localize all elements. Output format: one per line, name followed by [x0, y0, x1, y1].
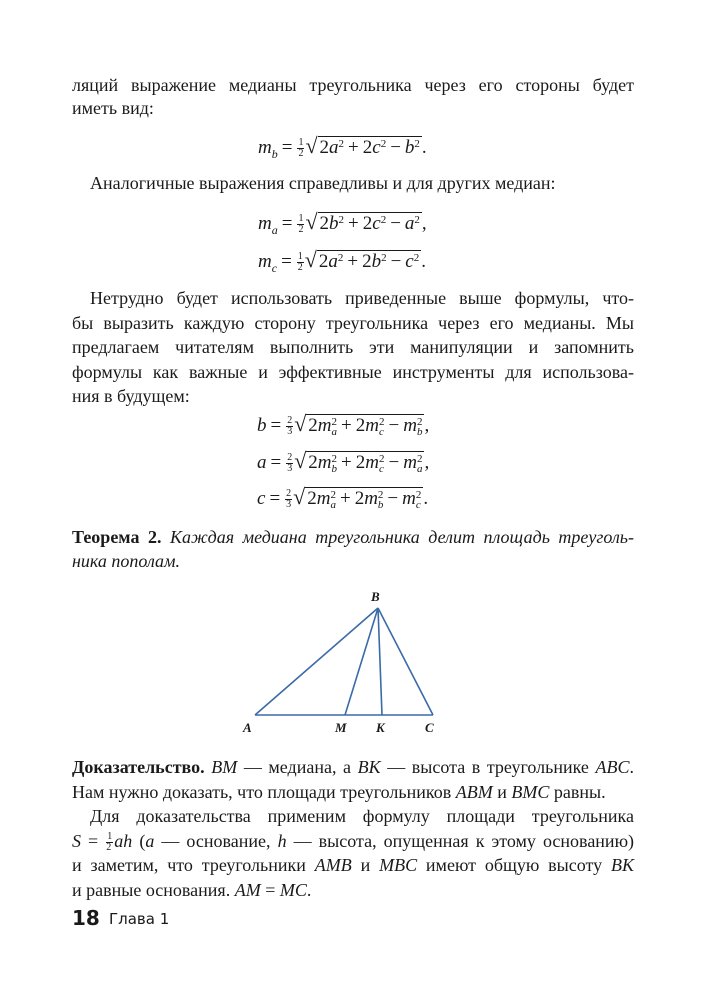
numerator: 2: [287, 452, 293, 464]
text-run: Доказательство.: [72, 757, 205, 777]
text-run: .: [629, 757, 634, 777]
superscript: 2: [338, 213, 345, 226]
text-run: =: [81, 831, 106, 851]
text-run: a: [145, 831, 155, 851]
superscript: 2: [416, 415, 423, 428]
text-run: Каждая медиана треугольника делит площадь треуголь-: [161, 527, 634, 547]
equals-sign: =: [281, 251, 292, 272]
equals-sign: =: [270, 452, 282, 473]
numerator: 1: [298, 213, 304, 225]
superscript: 2: [416, 452, 423, 465]
text-run: иметь вид:: [72, 98, 154, 118]
punctuation: ,: [421, 213, 427, 234]
denominator: 2: [298, 148, 304, 160]
text-run: ляций выражение медианы треугольника через его стороны будет: [72, 75, 634, 95]
text-run: бы выразить каждую сторону треугольника через его медианы. Мы: [72, 313, 634, 333]
operator: +: [347, 251, 359, 272]
numerator: 1: [107, 831, 113, 843]
operator: −: [390, 213, 401, 234]
operator: −: [388, 415, 400, 436]
superscript: 2: [378, 452, 385, 465]
coefficient: 2: [355, 452, 366, 473]
variable: c: [405, 251, 414, 272]
altitude-bk: [378, 608, 382, 715]
page-number: 18: [72, 906, 100, 930]
variable: a: [328, 251, 338, 272]
formula-lhs: b: [257, 415, 267, 436]
punctuation: ,: [424, 452, 430, 473]
text-run: ния в будущем:: [72, 386, 190, 406]
text-run: .: [306, 880, 312, 900]
equals-sign: =: [269, 488, 281, 509]
variable: b: [404, 137, 415, 158]
text-run: AMB: [314, 855, 352, 875]
variable: m: [317, 452, 332, 473]
coefficient: 2: [318, 251, 329, 272]
superscript: 2: [380, 213, 387, 226]
superscript: 2: [378, 415, 385, 428]
side-bc: [378, 608, 433, 715]
operator: −: [387, 488, 399, 509]
label-b: B: [371, 589, 380, 604]
sqrt-sign: √: [294, 448, 307, 473]
coefficient: 2: [319, 137, 330, 158]
subscript: a: [331, 425, 338, 438]
subscript: c: [271, 260, 278, 275]
coefficient: 2: [308, 452, 318, 473]
text-run: Нам нужно доказать, что площади треугольников: [72, 782, 456, 802]
sqrt-sign: √: [294, 411, 307, 436]
formula-lhs: c: [257, 488, 266, 509]
variable: m: [403, 452, 417, 473]
operator: +: [348, 137, 359, 158]
text-run: AM: [234, 880, 261, 900]
variable: m: [403, 415, 417, 436]
label-c: C: [425, 720, 434, 735]
subscript: a: [271, 222, 278, 237]
text-run: S: [72, 831, 81, 851]
denominator: 3: [286, 499, 292, 511]
superscript: 2: [413, 251, 420, 264]
text-run: BK: [357, 757, 381, 777]
text-run: — высота, опущенная к этому основанию): [286, 831, 635, 851]
operator: −: [390, 251, 402, 272]
superscript: 2: [415, 488, 422, 501]
variable: m: [365, 452, 379, 473]
text-run: BMC: [511, 782, 550, 802]
text-run: ah: [114, 831, 133, 851]
text-run: =: [260, 880, 280, 900]
label-a: A: [243, 720, 252, 735]
subscript: a: [416, 462, 423, 475]
sqrt-sign: √: [304, 247, 317, 272]
formula-lhs: a: [257, 452, 267, 473]
denominator: 2: [298, 224, 304, 236]
subscript: c: [378, 462, 384, 475]
formula-lhs: m: [258, 213, 272, 234]
numerator: 2: [286, 488, 292, 500]
text-run: и: [351, 855, 380, 875]
text-run: (: [132, 831, 146, 851]
text-run: имеют общую высоту: [417, 855, 612, 875]
text-run: и равные основания.: [72, 880, 235, 900]
text-run: равны.: [549, 782, 606, 802]
text-run: MBC: [379, 855, 418, 875]
operator: +: [341, 415, 352, 436]
variable: m: [316, 488, 331, 509]
subscript: b: [377, 498, 384, 511]
subscript: b: [271, 146, 278, 161]
coefficient: 2: [354, 488, 365, 509]
text-run: формулы как важные и эффективные инструменты для использова-: [72, 362, 634, 382]
punctuation: .: [423, 488, 429, 509]
formula-lhs: m: [258, 137, 272, 158]
text-run: Аналогичные выражения справедливы и для других медиан:: [90, 173, 556, 193]
subscript: c: [378, 425, 384, 438]
label-k: K: [376, 720, 385, 735]
sqrt-sign: √: [293, 484, 306, 509]
operator: +: [348, 213, 359, 234]
variable: m: [402, 488, 416, 509]
text-run: и: [492, 782, 512, 802]
variable: a: [404, 213, 415, 234]
operator: −: [388, 452, 400, 473]
operator: +: [341, 452, 352, 473]
punctuation: .: [421, 137, 427, 158]
median-bm: [345, 608, 378, 715]
equals-sign: =: [281, 137, 293, 158]
text-run: BK: [611, 855, 635, 875]
coefficient: 2: [307, 488, 317, 509]
numerator: 1: [297, 251, 303, 263]
subscript: b: [331, 462, 338, 475]
variable: b: [329, 213, 339, 234]
label-m: M: [335, 720, 347, 735]
text-run: Теорема 2.: [72, 527, 162, 547]
variable: m: [364, 488, 378, 509]
subscript: a: [330, 498, 336, 511]
coefficient: 2: [362, 137, 373, 158]
subscript: c: [415, 498, 421, 511]
text-run: Для доказательства применим формулу площади треугольника: [90, 806, 634, 826]
punctuation: ,: [424, 415, 430, 436]
variable: m: [365, 415, 379, 436]
coefficient: 2: [319, 213, 330, 234]
coefficient: 2: [308, 415, 318, 436]
text-run: — медиана, а: [237, 757, 358, 777]
text-run: BM: [211, 757, 238, 777]
text-run: — основание,: [154, 831, 278, 851]
punctuation: .: [421, 251, 426, 272]
variable: c: [372, 137, 381, 158]
formula-lhs: m: [258, 251, 272, 272]
text-run: ника пополам.: [72, 551, 181, 571]
numerator: 1: [298, 137, 304, 149]
numerator: 2: [287, 415, 293, 427]
text-run: ABC: [595, 757, 630, 777]
operator: +: [339, 488, 351, 509]
variable: m: [317, 415, 332, 436]
superscript: 2: [414, 137, 420, 150]
superscript: 2: [331, 415, 338, 428]
superscript: 2: [338, 137, 345, 150]
coefficient: 2: [362, 251, 372, 272]
side-ab: [255, 608, 378, 715]
superscript: 2: [377, 488, 384, 501]
equals-sign: =: [281, 213, 293, 234]
text-run: h: [277, 831, 287, 851]
sqrt-sign: √: [305, 133, 318, 158]
superscript: 2: [330, 488, 336, 501]
superscript: 2: [380, 137, 387, 150]
superscript: 2: [414, 213, 420, 226]
equals-sign: =: [270, 415, 282, 436]
variable: b: [371, 251, 382, 272]
superscript: 2: [337, 251, 344, 264]
denominator: 2: [106, 842, 112, 854]
coefficient: 2: [362, 213, 373, 234]
text-run: ABM: [455, 782, 493, 802]
superscript: 2: [381, 251, 387, 264]
variable: c: [372, 213, 381, 234]
subscript: b: [416, 425, 423, 438]
text-run: Нетрудно будет использовать приведенные выше формулы, что-: [90, 288, 634, 308]
operator: −: [390, 137, 401, 158]
sqrt-sign: √: [305, 209, 318, 234]
denominator: 2: [297, 262, 303, 274]
variable: a: [329, 137, 339, 158]
text-run: и заметим, что треугольники: [72, 855, 315, 875]
text-run: — высота в треугольнике: [380, 757, 596, 777]
text-run: предлагаем читателям выполнить эти манипуляции и запомнить: [72, 337, 634, 357]
denominator: 3: [287, 463, 293, 475]
chapter-label: Глава 1: [109, 910, 170, 928]
superscript: 2: [331, 452, 338, 465]
denominator: 3: [287, 426, 293, 438]
text-run: MC: [279, 880, 307, 900]
coefficient: 2: [355, 415, 366, 436]
